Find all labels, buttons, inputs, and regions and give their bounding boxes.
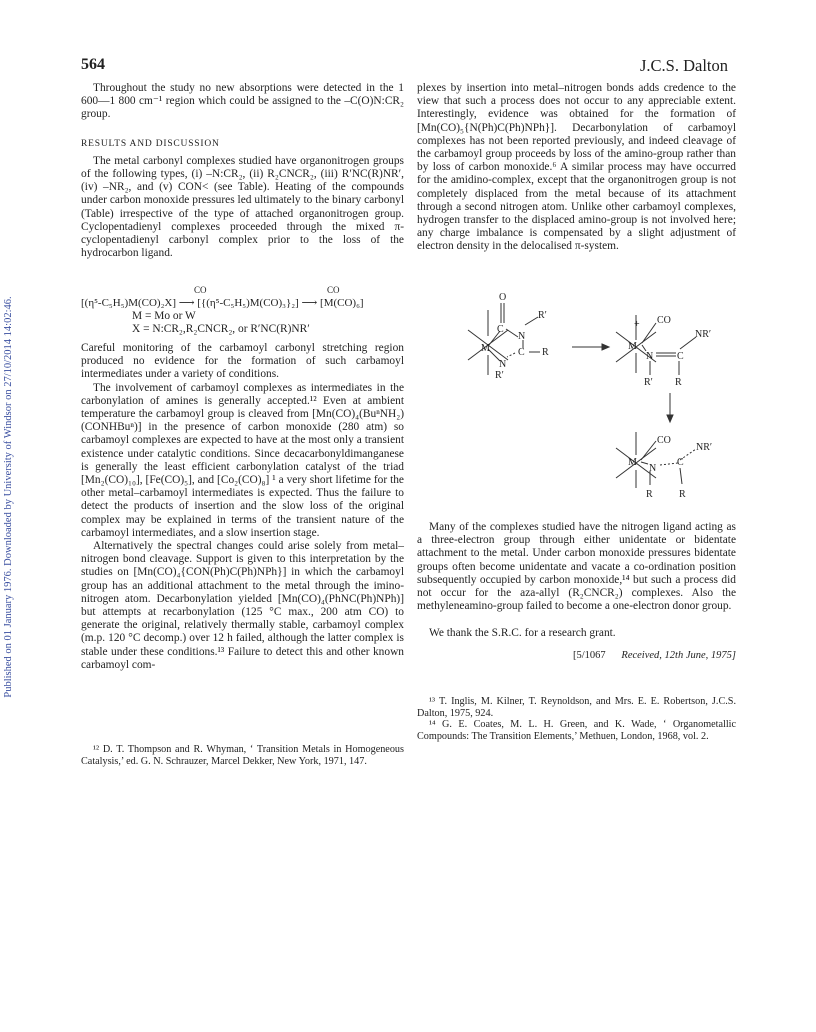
acknowledgement: We thank the S.R.C. for a research grant. bbox=[429, 627, 616, 640]
label-plus: + bbox=[634, 319, 640, 330]
reference-12: ¹² D. T. Thompson and R. Whyman, ‘ Transition Metals in Homogeneous Catalysis,’ ed. G. N. Schrauzer, Marcel Dekker, New York, 1971, 147. bbox=[81, 744, 404, 767]
paragraph-types: The metal carbonyl complexes studied have organonitrogen groups of the following types, (i) –N:CR₂, (ii) R₂CNCR₂, (iii) R′NC(R)NR′, (iv) –NR₂, and (v) CON< (see Table). Heating of the compounds under carbon monoxide pressures led ultimately to the binary carbonyl (Table) irrespective of the type of attached organonitrogen group. Cyclopentadienyl complexes proceeded through the mixed π-cyclopentadienyl carbonyl complex prior to the loss of the hydrocarbon ligand. bbox=[81, 154, 404, 260]
label-n-3: N bbox=[646, 351, 654, 362]
footnotes-right bbox=[417, 696, 736, 742]
reference-14: ¹⁴ G. E. Coates, M. L. H. Green, and K. Wade, ‘ Organometallic Compounds: The Transition Elements,’ Methuen, London, 1968, vol. 2. bbox=[417, 719, 736, 742]
footnote-12 bbox=[81, 744, 404, 767]
paragraph-three-electron: Many of the complexes studied have the nitrogen ligand acting as a three-electron group through either unidentate or bidentate attachment to the metal. Under carbon monoxide pressures bidentate groups often become unidentate and vacate a co-ordination position subsequently occupied by carbon monoxide,¹⁴ but such a process did not occur for the aza-allyl (R₂CNCR₂) complexes. Also the methyleneamino-group failed to become a one-electron donor group. bbox=[417, 521, 736, 613]
manuscript-number: [5/1067 bbox=[572, 649, 606, 661]
scheme-co-label-2: CO bbox=[327, 285, 340, 295]
scheme-x-definition: X = N:CR₂,R₂CNCR₂, or R′NC(R)NR′ bbox=[132, 323, 310, 335]
received-date: Received, 12th June, 1975] bbox=[621, 649, 736, 661]
paragraph-involvement: The involvement of carbamoyl complexes as intermediates in the carbonylation of amines is generally accepted.¹² Even at ambient temperature the carbamoyl group is cleaved from [Mn(CO)₄(BuⁿNH₂)(CONHBuⁿ)] in the presence of carbon monoxide (280 atm) so carbamoyl complexes are expected to have at the most only a transient existence under catalytic conditions. Since decacarbonyldimanganese is generally the least efficient carbonylation catalyst of the triad [Mn₂(CO)₁₀], [Fe(CO)₅], and [Co₂(CO)₈] ¹ a very short lifetime for the other metal–carbamoyl intermediates is expected. Thus the failure to detect the products of insertion and the slow loss of the original complex may be explained in terms of the transient nature of the carbamoyl intermediates, and a slow insertion stage. bbox=[81, 381, 404, 539]
label-c-2: C bbox=[518, 347, 525, 358]
label-c-4: C bbox=[677, 457, 684, 468]
c-r-down-bond-3 bbox=[680, 468, 682, 484]
journal-title: J.C.S. Dalton bbox=[639, 56, 728, 75]
label-m-3: M bbox=[628, 457, 637, 468]
label-c: C bbox=[497, 324, 504, 335]
label-r-prime: R′ bbox=[538, 310, 547, 321]
scheme-reaction: [(η⁵-C₅H₅)M(CO)₂X] ⟶ [{(η⁵-C₅H₅)M(CO)₃}₂] ⟶ [M(CO)₆] bbox=[81, 297, 364, 309]
page-number: 564 bbox=[81, 56, 105, 73]
n-r-prime-bond bbox=[525, 317, 538, 325]
m3-co-bond bbox=[641, 441, 656, 460]
label-o: O bbox=[499, 292, 507, 303]
received-line bbox=[417, 649, 736, 662]
m3-n-bond bbox=[641, 462, 648, 464]
right-column bbox=[417, 82, 736, 254]
label-nr-prime: NR′ bbox=[695, 329, 712, 340]
label-co: CO bbox=[657, 315, 671, 326]
download-watermark: Published on 01 January 1976. Downloaded by University of Windsor on 27/10/2014 14:02:46. bbox=[3, 296, 14, 698]
paragraph-alternatively: Alternatively the spectral changes could arise solely from metal–nitrogen bond cleavage. Support is given to this interpretation by the studies on [Mn(CO)₄{CON(Ph)C(Ph)NPh}] in which the carbamoyl group has an additional attachment to the metal through the imino-nitrogen atom. Decarbonylation yielded [Mn(CO)₄(PhNC(Ph)NPh)] but attempts at recarbonylation (125 °C max., 200 atm CO) to generate the original, relatively thermally stable, carbamoyl complex (m.p. 120 °C decomp.) over 12 h failed, although the latter complex is stable under these conditions.¹³ Failure to detect this and other known carbamoyl com- bbox=[81, 540, 404, 671]
label-c-3: C bbox=[677, 351, 684, 362]
scheme-m-definition: M = Mo or W bbox=[132, 310, 196, 322]
label-n-2: N bbox=[499, 359, 507, 370]
label-m: M bbox=[481, 343, 490, 354]
c-n-delocalised-bond bbox=[507, 353, 515, 357]
label-m-2: M bbox=[628, 341, 637, 352]
paragraph-credence: plexes by insertion into metal–nitrogen bonds adds credence to the view that such a process does not occur to any appreciable extent. Interestingly, evidence was obtained for the formation of [Mn(CO)₅{N(Ph)C(Ph)NPh}]. Decarbonylation of carbamoyl complexes has not been reported previously, and indeed cleavage of the carbamoyl group proceeds by loss of the amino-group rather than by loss of carbon monoxide.⁶ A similar process may have occurred for the amidino-complex, except that the organonitrogen group is not completely displaced from the metal because of its attachment through a second nitrogen atom. Unlike other carbamoyl complexes, hydrogen transfer to the displaced amino-group is not involved here; any charge imbalance is compensated by a slight adjustment of electron density in the delocalised π-system. bbox=[417, 82, 736, 253]
label-r-4: R bbox=[646, 489, 653, 500]
intro-paragraph: Throughout the study no new absorptions were detected in the 1 600—1 800 cm⁻¹ region which could be assigned to the –C(O)N:CR₂ group. bbox=[81, 82, 404, 121]
left-column bbox=[81, 82, 404, 260]
label-r-prime-2: R′ bbox=[495, 370, 504, 381]
paragraph-monitoring: Careful monitoring of the carbamoyl carbonyl stretching region produced no evidence for the formation of such carbamoyl intermediates under a variety of conditions. bbox=[81, 342, 404, 381]
label-n-4: N bbox=[649, 463, 657, 474]
right-column-lower bbox=[417, 521, 736, 662]
reaction-arrow-down-head bbox=[667, 415, 673, 422]
label-r-prime-3: R′ bbox=[644, 377, 653, 388]
label-r: R bbox=[542, 347, 549, 358]
reaction-arrow-right-head bbox=[602, 344, 609, 350]
carbamoyl-structure-figure bbox=[420, 285, 740, 515]
left-column-lower bbox=[81, 342, 404, 672]
reference-13: ¹³ T. Inglis, M. Kilner, T. Reynoldson, and Mrs. E. E. Robertson, J.C.S. Dalton, 1975, 924. bbox=[417, 696, 736, 719]
n-c-delocalised-bond-3 bbox=[660, 463, 678, 465]
label-nr-prime-2: NR′ bbox=[696, 442, 713, 453]
label-r-3: R bbox=[675, 377, 682, 388]
c-n-bond bbox=[506, 329, 518, 337]
label-co-2: CO bbox=[657, 435, 671, 446]
c-nr-bond bbox=[680, 337, 696, 349]
section-heading: RESULTS AND DISCUSSION bbox=[81, 138, 220, 149]
label-r-5: R bbox=[679, 489, 686, 500]
label-n: N bbox=[518, 331, 526, 342]
scheme-co-label-1: CO bbox=[194, 285, 207, 295]
